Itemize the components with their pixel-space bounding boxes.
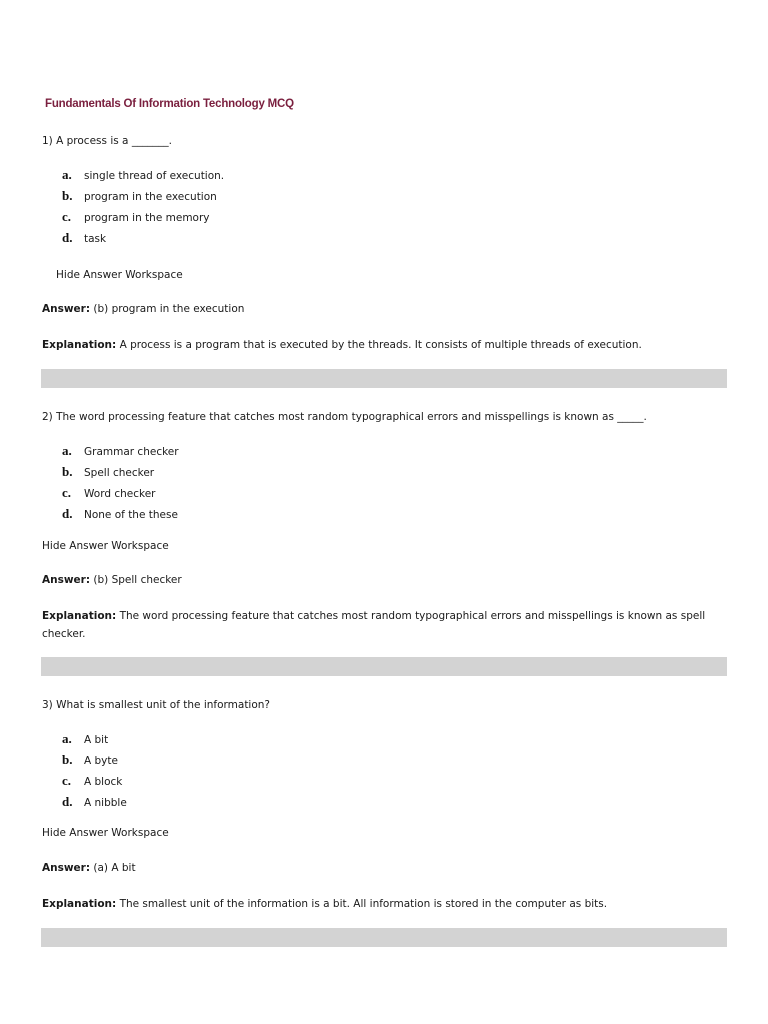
- option-text: A nibble: [84, 797, 127, 809]
- explanation-label: Explanation:: [42, 339, 117, 351]
- option-list: [42, 733, 732, 817]
- option-d: [42, 508, 732, 529]
- option-text: Spell checker: [84, 467, 155, 479]
- option-c: [42, 775, 732, 796]
- explanation-line: [42, 607, 732, 643]
- question-text: 1) A process is a _______.: [42, 135, 172, 147]
- option-letter: b.: [62, 752, 73, 767]
- option-text: A block: [84, 776, 123, 788]
- explanation-label: Explanation:: [42, 610, 117, 622]
- option-text: program in the memory: [84, 212, 210, 224]
- option-letter: c.: [62, 773, 72, 788]
- hide-answer-workspace-link[interactable]: Hide Answer Workspace: [42, 540, 169, 552]
- question-text: 3) What is smallest unit of the information?: [42, 699, 271, 711]
- option-a: [42, 733, 732, 754]
- answer-line: [42, 571, 732, 589]
- explanation-line: [42, 336, 732, 354]
- option-list: [42, 445, 732, 529]
- explanation-label: Explanation:: [42, 898, 117, 910]
- hide-answer-workspace-link[interactable]: Hide Answer Workspace: [42, 827, 169, 839]
- option-text: task: [84, 233, 107, 245]
- answer-label: Answer:: [42, 574, 91, 586]
- option-text: None of the these: [84, 509, 178, 521]
- answer-text: (b) Spell checker: [93, 574, 182, 586]
- option-b: [42, 190, 732, 211]
- option-b: [42, 754, 732, 775]
- option-letter: c.: [62, 485, 72, 500]
- option-d: [42, 796, 732, 817]
- option-c: [42, 211, 732, 232]
- option-letter: a.: [62, 731, 72, 746]
- option-letter: b.: [62, 188, 73, 203]
- option-text: Grammar checker: [84, 446, 179, 458]
- hide-answer-workspace-link[interactable]: Hide Answer Workspace: [56, 269, 183, 281]
- option-letter: a.: [62, 167, 72, 182]
- section-divider: [41, 657, 727, 676]
- option-text: single thread of execution.: [84, 170, 225, 182]
- option-text: program in the execution: [84, 191, 217, 203]
- option-text: Word checker: [84, 488, 156, 500]
- answer-line: [42, 859, 732, 877]
- option-c: [42, 487, 732, 508]
- question-block-2: [42, 410, 732, 640]
- explanation-text: The smallest unit of the information is a bit. All information is stored in the computer as bits.: [119, 898, 608, 910]
- option-a: [42, 445, 732, 466]
- explanation-line: [42, 895, 732, 913]
- option-letter: a.: [62, 443, 72, 458]
- answer-label: Answer:: [42, 303, 91, 315]
- option-letter: c.: [62, 209, 72, 224]
- option-text: A byte: [84, 755, 118, 767]
- option-letter: d.: [62, 506, 73, 521]
- question-block-1: [42, 134, 732, 351]
- option-letter: d.: [62, 230, 73, 245]
- section-divider: [41, 369, 727, 388]
- question-block-3: [42, 698, 732, 910]
- document-title: Fundamentals Of Information Technology MCQ: [45, 98, 294, 110]
- explanation-text: A process is a program that is executed by the threads. It consists of multiple threads of execution.: [119, 339, 642, 351]
- explanation-text: The word processing feature that catches most random typographical errors and misspellings is known as spell checker.: [42, 610, 706, 640]
- option-a: [42, 169, 732, 190]
- option-letter: d.: [62, 794, 73, 809]
- option-b: [42, 466, 732, 487]
- section-divider: [41, 928, 727, 947]
- question-text: 2) The word processing feature that catches most random typographical errors and misspellings is known as _____.: [42, 411, 647, 423]
- answer-text: (a) A bit: [93, 862, 136, 874]
- option-d: [42, 232, 732, 253]
- answer-line: [42, 300, 732, 318]
- option-letter: b.: [62, 464, 73, 479]
- option-text: A bit: [84, 734, 109, 746]
- answer-text: (b) program in the execution: [93, 303, 245, 315]
- answer-label: Answer:: [42, 862, 91, 874]
- option-list: [42, 169, 732, 253]
